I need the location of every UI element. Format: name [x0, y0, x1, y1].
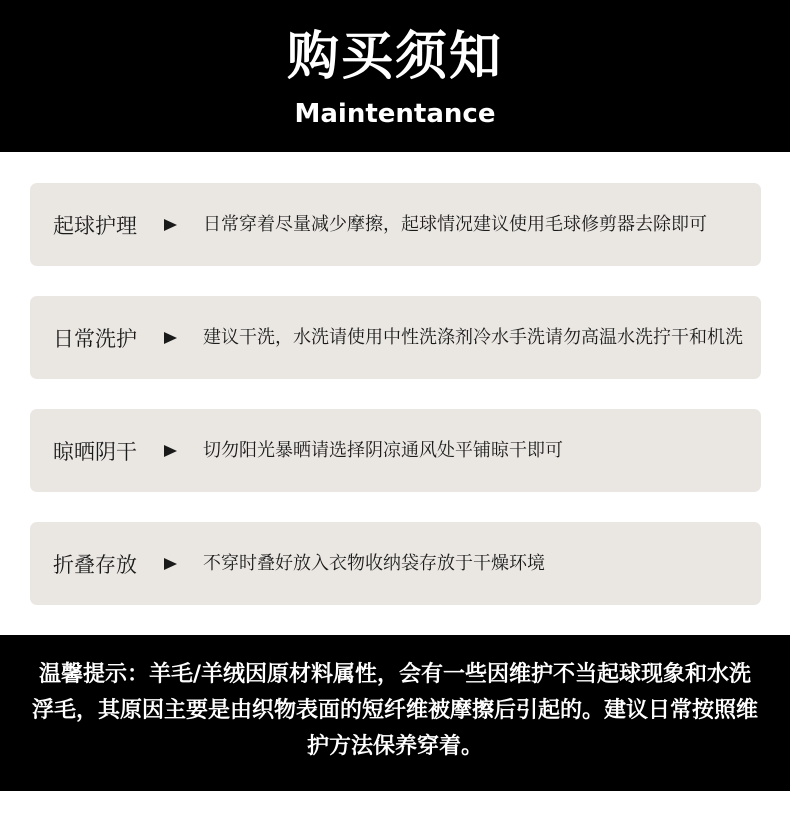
header-banner: [0, 0, 790, 152]
care-card-storage: [30, 522, 761, 605]
care-card-pilling: [30, 183, 761, 266]
notice-banner: [0, 635, 790, 791]
page-title: 购买须知: [286, 27, 503, 87]
care-card-text: 日常穿着尽量减少摩擦，起球情况建议使用毛球修剪器去除即可: [203, 213, 707, 235]
notice-text: 温馨提示：羊毛/羊绒因原材料属性，会有一些因维护不当起球现象和水洗浮毛，其原因主要是由织物表面的短纤维被摩擦后引起的。建议日常按照维护方法保养穿着。: [31, 662, 758, 759]
care-card-label: 日常洗护: [53, 326, 137, 351]
page-subtitle: Maintentance: [294, 99, 496, 129]
care-card-label: 折叠存放: [53, 552, 137, 577]
care-card-label: 晾晒阴干: [53, 439, 137, 464]
arrow-right-icon: [164, 332, 177, 344]
care-card-text: 建议干洗，水洗请使用中性洗涤剂冷水手洗请勿高温水洗拧干和机洗: [203, 326, 743, 348]
arrow-right-icon: [164, 445, 177, 457]
arrow-right-icon: [164, 219, 177, 231]
care-card-text: 不穿时叠好放入衣物收纳袋存放于干燥环境: [203, 552, 545, 574]
care-card-washing: [30, 296, 761, 379]
arrow-right-icon: [164, 558, 177, 570]
care-card-label: 起球护理: [53, 213, 137, 238]
care-card-text: 切勿阳光暴晒请选择阴凉通风处平铺晾干即可: [203, 439, 563, 461]
care-card-drying: [30, 409, 761, 492]
